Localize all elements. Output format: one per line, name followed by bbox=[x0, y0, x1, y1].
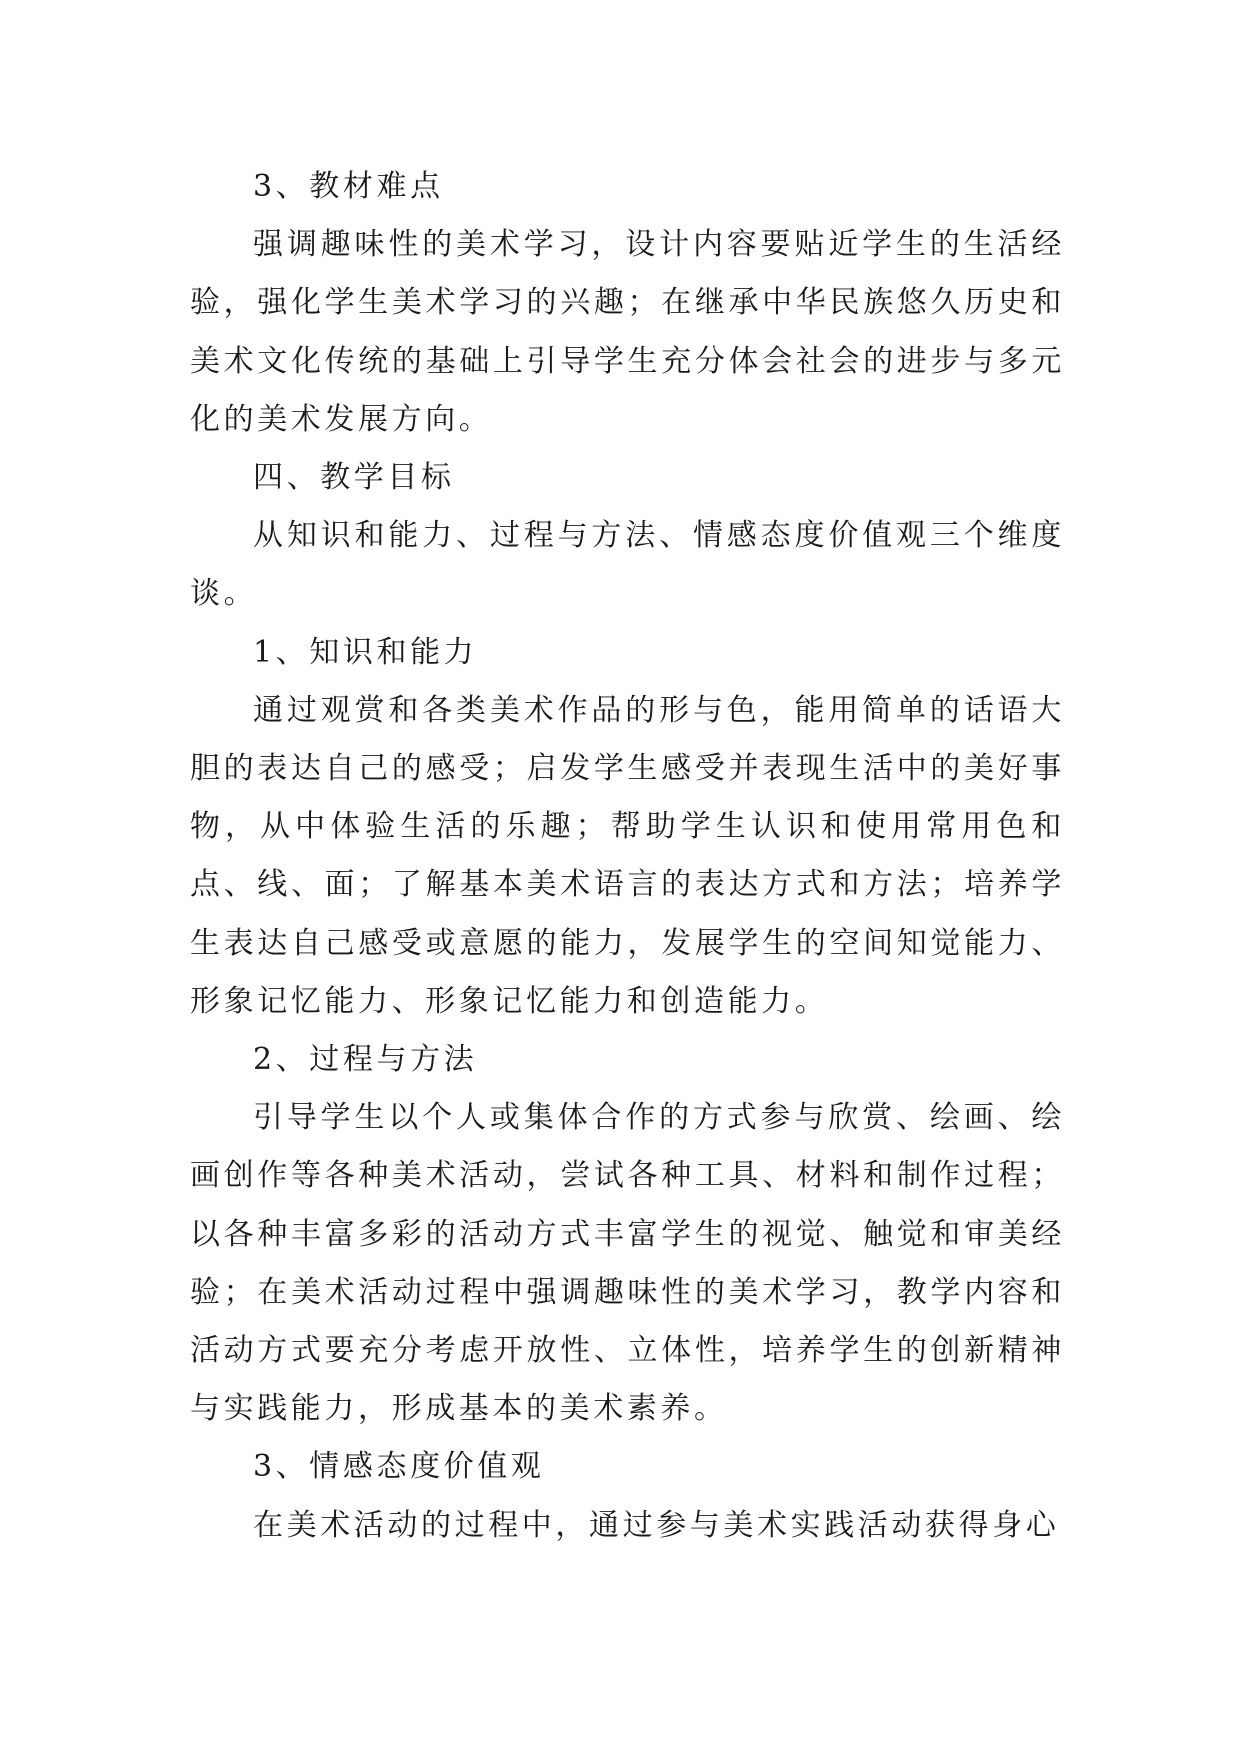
document-body bbox=[190, 158, 1065, 1555]
section-heading-knowledge-ability: 1、知识和能力 bbox=[253, 634, 478, 670]
document-page bbox=[190, 0, 1065, 1754]
paragraph-emotion-values: 在美术活动的过程中，通过参与美术实践活动获得身心 bbox=[253, 1507, 1060, 1543]
section-heading-textbook-difficulties: 3、教材难点 bbox=[253, 169, 444, 204]
paragraph-textbook-difficulties: 强调趣味性的美术学习，设计内容要贴近学生的生活经验，强化学生美术学习的兴趣；在继承中华民族悠久历史和美术文化传统的基础上引导学生充分体会社会的进步与多元化的美术发展方向。 bbox=[190, 227, 1065, 437]
section-heading-process-method: 2、过程与方法 bbox=[253, 1042, 478, 1078]
paragraph-process-method: 引导学生以个人或集体合作的方式参与欣赏、绘画、绘画创作等各种美术活动，尝试各种工具、材料和制作过程；以各种丰富多彩的活动方式丰富学生的视觉、触觉和审美经验；在美术活动过程中强调趣味性的美术学习，教学内容和活动方式要充分考虑开放性、立体性，培养学生的创新精神与实践能力，形成基本的美术素养。 bbox=[190, 1100, 1065, 1427]
section-heading-teaching-objectives: 四、教学目标 bbox=[253, 460, 455, 496]
paragraph-objectives-intro: 从知识和能力、过程与方法、情感态度价值观三个维度谈。 bbox=[190, 518, 1065, 612]
paragraph-knowledge-ability: 通过观赏和各类美术作品的形与色，能用简单的话语大胆的表达自己的感受；启发学生感受并表现生活中的美好事物，从中体验生活的乐趣；帮助学生认识和使用常用色和点、线、面；了解基本美术语言的表达方式和方法；培养学生表达自己感受或意愿的能力，发展学生的空间知觉能力、形象记忆能力、形象记忆能力和创造能力。 bbox=[190, 692, 1065, 1019]
section-heading-emotion-values: 3、情感态度价值观 bbox=[253, 1449, 545, 1485]
